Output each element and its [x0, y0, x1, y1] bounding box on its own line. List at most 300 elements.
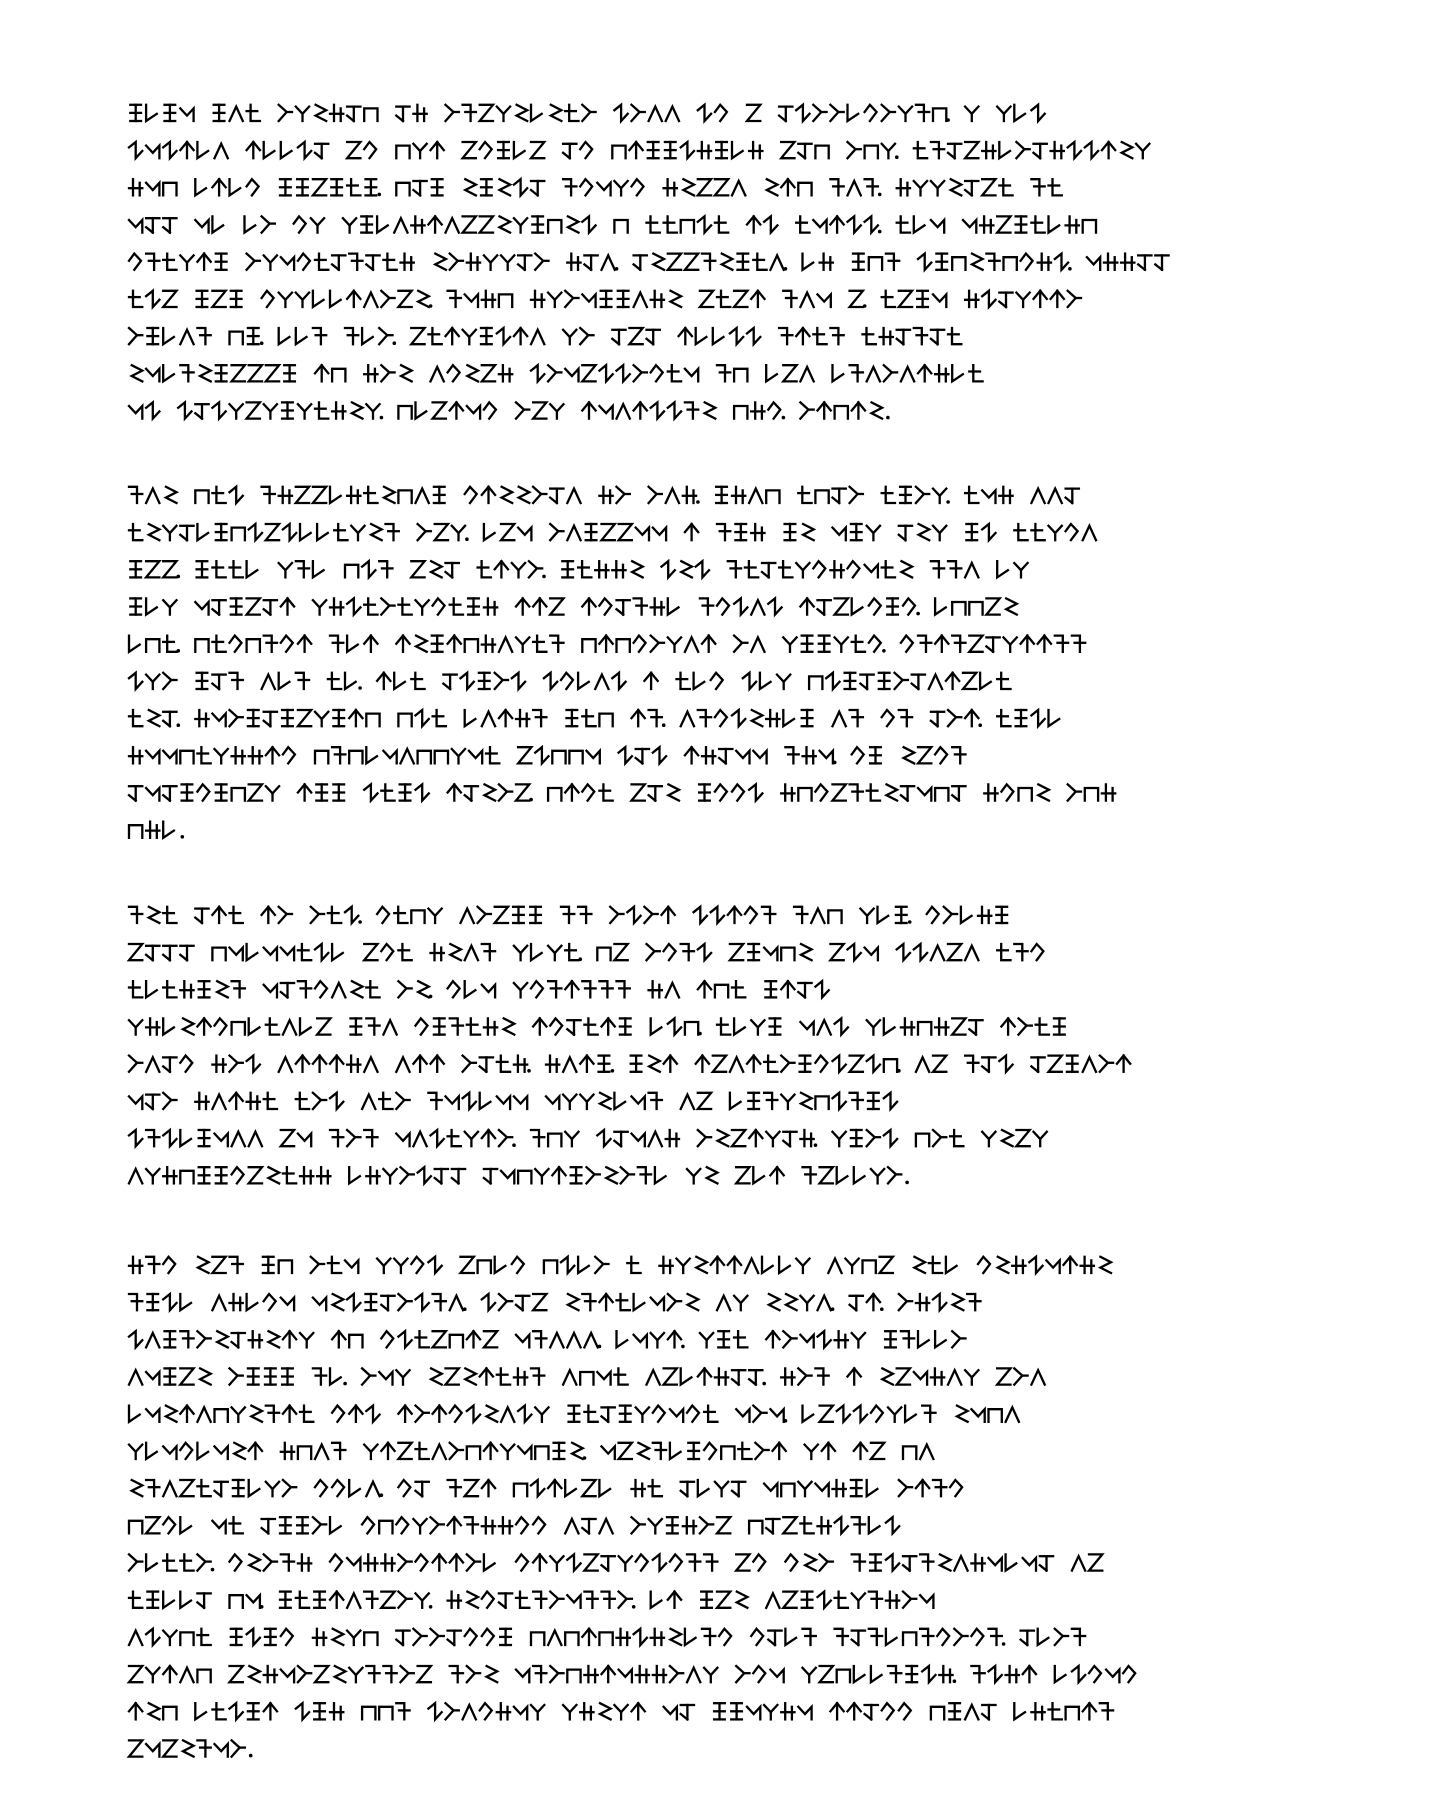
glyph-word	[212, 1056, 260, 1072]
glyph-word	[904, 747, 966, 763]
glyph-word	[966, 524, 995, 540]
period-mark	[181, 835, 185, 839]
glyph-word	[364, 1443, 586, 1460]
glyph-word	[343, 216, 596, 232]
glyph-word	[212, 1294, 294, 1310]
text-line	[129, 179, 1062, 196]
period-mark	[358, 920, 362, 924]
glyph-word	[396, 636, 563, 652]
glyph-word	[766, 1592, 933, 1608]
glyph-word	[897, 216, 945, 232]
glyph-word	[281, 1130, 311, 1146]
glyph-word	[330, 636, 378, 652]
glyph-word	[230, 328, 264, 345]
glyph-word	[931, 1703, 996, 1719]
period-mark	[177, 649, 181, 653]
glyph-word	[132, 1480, 297, 1496]
glyph-word	[544, 1257, 609, 1273]
glyph-word	[681, 1480, 746, 1496]
text-line	[132, 365, 983, 381]
glyph-word	[899, 524, 947, 540]
glyph-word	[730, 944, 812, 960]
glyph-word	[914, 1257, 956, 1273]
period-mark	[211, 1568, 215, 1572]
text-line	[129, 1703, 1113, 1719]
glyph-word	[931, 561, 979, 577]
glyph-word	[129, 1093, 177, 1109]
glyph-word	[561, 907, 591, 923]
glyph-word	[1068, 784, 1116, 800]
glyph-word	[602, 1443, 786, 1459]
glyph-word	[195, 710, 379, 726]
text-line	[129, 328, 961, 345]
glyph-word	[664, 1705, 694, 1719]
glyph-word	[130, 561, 180, 578]
period-mark	[393, 341, 397, 345]
glyph-word	[129, 1294, 191, 1310]
glyph-word	[129, 1257, 175, 1273]
glyph-word	[582, 598, 678, 614]
text-line	[129, 636, 1085, 653]
glyph-word	[294, 216, 324, 232]
glyph-word	[931, 710, 982, 727]
glyph-word	[198, 1257, 243, 1273]
text-line	[129, 1056, 1130, 1073]
glyph-word	[617, 1331, 685, 1348]
glyph-word	[416, 1018, 515, 1034]
glyph-word	[647, 1368, 767, 1385]
text-line	[130, 598, 1017, 615]
glyph-word	[1001, 1018, 1064, 1034]
glyph-word	[833, 1130, 898, 1146]
glyph-word	[785, 1554, 833, 1570]
glyph-word	[882, 1368, 978, 1384]
period-mark	[895, 155, 899, 159]
glyph-word	[698, 981, 746, 997]
glyph-word	[448, 1480, 496, 1496]
glyph-word	[698, 1130, 818, 1147]
text-line	[129, 1740, 253, 1757]
glyph-word	[245, 216, 275, 232]
glyph-word	[129, 1443, 262, 1459]
glyph-word	[1014, 524, 1096, 540]
period-mark	[249, 1754, 253, 1758]
glyph-word	[614, 220, 627, 233]
period-mark	[512, 1143, 516, 1147]
text-line	[129, 1406, 1019, 1423]
glyph-word	[632, 784, 680, 800]
glyph-word	[700, 598, 782, 614]
glyph-word	[765, 981, 828, 997]
glyph-word	[418, 524, 469, 541]
glyph-word	[197, 291, 242, 307]
glyph-word	[918, 254, 1072, 271]
glyph-word	[377, 907, 442, 923]
glyph-word	[478, 561, 546, 578]
period-mark	[463, 1307, 467, 1311]
glyph-word	[830, 1703, 910, 1719]
glyph-word	[800, 598, 919, 615]
glyph-word	[514, 944, 582, 961]
glyph-word	[1031, 1056, 1130, 1072]
glyph-word	[129, 1167, 330, 1183]
glyph-word	[736, 1406, 787, 1423]
period-mark	[946, 500, 950, 504]
glyph-word	[347, 142, 376, 158]
period-mark	[953, 1679, 957, 1683]
glyph-word	[853, 254, 899, 270]
glyph-word	[129, 747, 295, 763]
glyph-word	[461, 907, 541, 923]
glyph-word	[779, 328, 844, 344]
glyph-word	[129, 402, 159, 418]
glyph-word	[785, 747, 836, 764]
glyph-word	[279, 328, 327, 344]
period-mark	[358, 686, 362, 690]
glyph-word	[129, 487, 177, 503]
glyph-word	[736, 1666, 784, 1682]
text-line	[129, 1257, 1111, 1273]
glyph-word	[701, 1592, 747, 1608]
period-mark	[177, 575, 181, 579]
period-mark	[598, 1345, 602, 1349]
period-mark	[681, 1345, 685, 1349]
glyph-word	[130, 598, 176, 614]
glyph-word	[197, 561, 258, 577]
glyph-word	[129, 1331, 313, 1347]
glyph-word	[264, 981, 380, 997]
glyph-word	[863, 328, 962, 344]
glyph-word	[311, 1257, 359, 1273]
glyph-word	[212, 1517, 242, 1533]
glyph-word	[794, 907, 842, 923]
glyph-word	[516, 1554, 717, 1570]
glyph-word	[830, 944, 878, 960]
glyph-word	[563, 179, 643, 195]
glyph-word	[516, 402, 564, 418]
glyph-word	[362, 1368, 410, 1384]
glyph-word	[195, 1093, 277, 1109]
text-line	[129, 1167, 909, 1184]
glyph-word	[632, 1517, 731, 1533]
glyph-word	[484, 1167, 666, 1183]
text-line	[129, 1093, 897, 1109]
glyph-word	[129, 784, 279, 800]
glyph-word	[531, 1130, 579, 1146]
glyph-word	[597, 1130, 679, 1146]
period-mark	[429, 304, 433, 308]
text-line	[129, 1666, 1135, 1683]
glyph-word	[396, 1056, 444, 1072]
glyph-word	[687, 1167, 717, 1183]
glyph-word	[129, 1592, 211, 1608]
glyph-word	[563, 328, 593, 344]
glyph-word	[279, 105, 378, 121]
glyph-word	[516, 1331, 601, 1348]
glyph-word	[262, 673, 310, 689]
glyph-word	[195, 1703, 277, 1719]
glyph-word	[281, 1443, 346, 1459]
glyph-word	[231, 1629, 293, 1645]
glyph-word	[279, 1056, 378, 1072]
period-mark	[429, 995, 433, 999]
glyph-word	[129, 1056, 192, 1072]
glyph-word	[882, 487, 950, 504]
glyph-word	[465, 710, 547, 726]
period-mark	[343, 1382, 347, 1386]
period-mark	[698, 1032, 702, 1036]
glyph-word	[743, 673, 791, 689]
glyph-word	[262, 907, 292, 923]
glyph-word	[736, 1554, 765, 1570]
glyph-word	[315, 365, 345, 381]
period-mark	[762, 1382, 766, 1386]
glyph-word	[781, 784, 965, 800]
glyph-word	[214, 105, 260, 121]
glyph-word	[129, 142, 228, 158]
text-line	[129, 1554, 1102, 1571]
glyph-word	[785, 524, 814, 540]
glyph-word	[362, 1093, 410, 1109]
glyph-word	[803, 1666, 957, 1683]
glyph-word	[1072, 1554, 1102, 1570]
glyph-word	[1087, 254, 1169, 270]
period-mark	[863, 304, 867, 308]
glyph-word	[728, 561, 912, 577]
glyph-word	[1021, 1629, 1086, 1645]
glyph-word	[129, 1130, 262, 1146]
glyph-word	[1031, 179, 1061, 195]
period-mark	[784, 267, 788, 271]
glyph-word	[448, 1592, 636, 1609]
period-mark	[946, 118, 950, 122]
glyph-word	[781, 142, 829, 158]
glyph-word	[783, 636, 885, 653]
glyph-word	[717, 524, 765, 540]
period-mark	[1002, 1642, 1006, 1646]
glyph-word	[129, 673, 177, 689]
glyph-word	[396, 179, 442, 195]
glyph-word	[411, 328, 544, 344]
glyph-word	[897, 944, 979, 960]
glyph-word	[563, 1703, 645, 1719]
glyph-word	[978, 1257, 1111, 1273]
glyph-word	[997, 710, 1059, 726]
glyph-word	[465, 179, 544, 195]
glyph-word	[860, 907, 911, 924]
glyph-word	[230, 1368, 293, 1384]
glyph-word	[364, 365, 412, 381]
glyph-word	[533, 1018, 631, 1034]
glyph-word	[129, 822, 174, 838]
period-mark	[429, 1605, 433, 1609]
glyph-word	[803, 254, 833, 270]
glyph-word	[531, 365, 698, 381]
glyph-word	[230, 1554, 312, 1570]
glyph-word	[129, 944, 194, 960]
glyph-word	[965, 107, 978, 121]
glyph-word	[279, 561, 324, 577]
glyph-word	[716, 487, 779, 503]
period-mark	[784, 1419, 788, 1423]
glyph-word	[332, 1406, 380, 1422]
glyph-word	[982, 1130, 1047, 1146]
glyph-word	[569, 1406, 718, 1422]
glyph-word	[330, 1130, 378, 1146]
glyph-word	[634, 254, 788, 271]
period-mark	[632, 1605, 636, 1609]
glyph-word	[212, 944, 342, 960]
glyph-word	[764, 1480, 877, 1496]
glyph-word	[714, 1703, 812, 1719]
glyph-word	[398, 710, 446, 726]
glyph-word	[582, 636, 715, 652]
glyph-word	[130, 105, 193, 121]
glyph-word	[567, 254, 618, 271]
period-mark	[579, 957, 583, 961]
text-line	[129, 822, 184, 839]
glyph-word	[899, 1294, 981, 1310]
glyph-word	[850, 1294, 884, 1311]
glyph-word	[129, 710, 180, 727]
glyph-word	[313, 598, 497, 614]
glyph-word	[311, 907, 362, 924]
glyph-word	[129, 291, 177, 307]
glyph-word	[800, 1018, 848, 1034]
period-mark	[380, 416, 384, 420]
glyph-word	[230, 1666, 431, 1682]
glyph-word	[247, 254, 414, 270]
paragraph-2	[129, 487, 1115, 839]
glyph-word	[398, 1406, 548, 1422]
glyph-word	[903, 1445, 933, 1459]
glyph-word	[882, 710, 912, 726]
glyph-word	[700, 1331, 748, 1347]
glyph-word	[431, 1368, 544, 1384]
glyph-word	[681, 1093, 711, 1109]
glyph-word	[852, 1554, 1053, 1570]
text-line	[129, 1130, 1047, 1147]
glyph-word	[463, 1056, 531, 1073]
glyph-word	[332, 1331, 362, 1347]
glyph-word	[315, 1480, 383, 1497]
period-mark	[527, 1069, 531, 1073]
glyph-word	[679, 328, 761, 344]
glyph-word	[867, 1018, 983, 1034]
glyph-word	[971, 1666, 1036, 1682]
period-mark	[908, 920, 912, 924]
text-line	[129, 1331, 966, 1348]
glyph-word	[848, 142, 899, 159]
glyph-word	[997, 944, 1043, 960]
glyph-word	[129, 1554, 214, 1571]
text-line	[129, 981, 829, 998]
glyph-word	[230, 1595, 264, 1608]
period-mark	[611, 1069, 615, 1073]
glyph-word	[377, 673, 425, 689]
period-mark	[878, 193, 882, 197]
glyph-word	[364, 784, 429, 800]
glyph-word	[767, 179, 812, 195]
glyph-word	[644, 673, 657, 689]
glyph-word	[129, 1703, 177, 1719]
glyph-word	[916, 1056, 946, 1072]
glyph-word	[835, 1629, 1006, 1646]
glyph-word	[431, 365, 513, 381]
glyph-word	[262, 291, 433, 308]
glyph-word	[597, 944, 627, 960]
period-mark	[662, 723, 666, 727]
glyph-word	[803, 1167, 902, 1183]
glyph-word	[800, 402, 882, 418]
text-line	[129, 907, 1007, 924]
glyph-word	[396, 142, 444, 158]
glyph-word	[833, 524, 881, 540]
glyph-word	[632, 710, 666, 727]
glyph-word	[550, 524, 666, 540]
glyph-word	[313, 1629, 378, 1645]
period-mark	[897, 1069, 901, 1073]
period-mark	[465, 537, 469, 541]
glyph-word	[852, 747, 881, 763]
glyph-word	[927, 907, 1007, 923]
glyph-word	[514, 1480, 610, 1496]
text-line	[129, 1018, 1065, 1035]
glyph-word	[632, 1480, 662, 1496]
glyph-word	[957, 1406, 1019, 1422]
glyph-word	[696, 1056, 901, 1073]
glyph-word	[448, 981, 496, 997]
text-line	[129, 1629, 1085, 1646]
glyph-word	[685, 524, 698, 540]
glyph-word	[563, 1368, 628, 1384]
glyph-word	[700, 291, 765, 307]
glyph-word	[531, 291, 681, 307]
glyph-word	[833, 365, 983, 381]
period-mark	[583, 1456, 587, 1460]
glyph-word	[398, 981, 432, 998]
glyph-word	[830, 179, 881, 196]
period-mark	[880, 1307, 884, 1311]
glyph-word	[362, 1517, 545, 1533]
glyph-word	[854, 1443, 884, 1459]
glyph-word	[396, 105, 426, 121]
glyph-word	[916, 1130, 964, 1146]
glyph-word	[129, 254, 227, 270]
glyph-word	[132, 365, 295, 381]
paragraph-1	[129, 105, 1169, 420]
glyph-word	[428, 1703, 544, 1719]
glyph-word	[805, 1443, 835, 1459]
glyph-word	[612, 142, 762, 158]
text-line	[129, 487, 1079, 504]
glyph-word	[677, 673, 723, 689]
glyph-word	[129, 1666, 211, 1682]
text-line	[129, 216, 1096, 233]
text-line	[129, 673, 1011, 690]
glyph-word	[313, 1294, 467, 1311]
text-line	[129, 747, 966, 764]
glyph-word	[997, 105, 1044, 121]
text-line	[129, 142, 1149, 159]
glyph-word	[461, 1257, 524, 1273]
glyph-word	[828, 1257, 893, 1273]
period-mark	[260, 1605, 264, 1609]
period-mark	[260, 341, 264, 345]
glyph-word	[448, 291, 513, 307]
glyph-word	[965, 291, 1081, 307]
glyph-word	[631, 1056, 677, 1072]
